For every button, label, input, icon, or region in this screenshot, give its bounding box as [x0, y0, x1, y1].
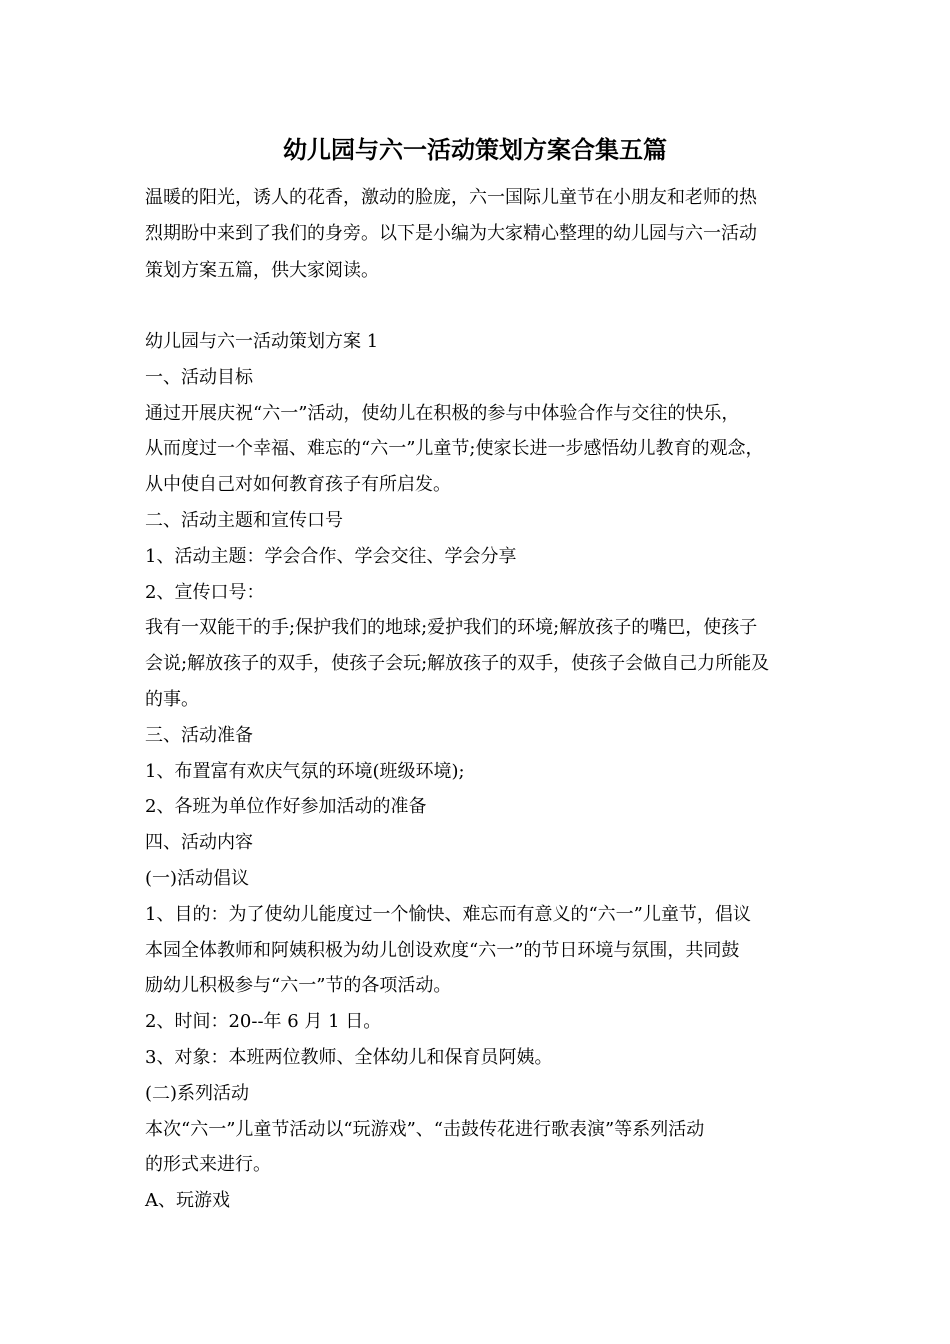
list-item: 1、活动主题：学会合作、学会交往、学会分享 — [145, 545, 517, 567]
subsection-heading: (一)活动倡议 — [145, 867, 250, 889]
list-item: A、玩游戏 — [145, 1190, 230, 1212]
paragraph-line: 的事。 — [145, 688, 199, 710]
subsection-heading: 一、活动目标 — [145, 366, 253, 388]
list-item: 2、宣传口号： — [145, 581, 265, 603]
section-heading: 幼儿园与六一活动策划方案 1 — [145, 331, 379, 352]
document-title: 幼儿园与六一活动策划方案合集五篇 — [283, 135, 667, 164]
list-item: 1、布置富有欢庆气氛的环境(班级环境); — [145, 760, 465, 782]
intro-line: 策划方案五篇，供大家阅读。 — [145, 259, 379, 281]
document-body — [145, 324, 835, 1219]
paragraph-line: 本次“六一”儿童节活动以“玩游戏”、“击鼓传花进行歌表演”等系列活动 — [145, 1118, 705, 1140]
subsection-heading: 三、活动准备 — [145, 724, 253, 746]
paragraph-line: 会说;解放孩子的双手，使孩子会玩;解放孩子的双手，使孩子会做自己力所能及 — [145, 653, 770, 675]
list-item: 3、对象：本班两位教师、全体幼儿和保育员阿姨。 — [145, 1046, 553, 1068]
paragraph-line: 本园全体教师和阿姨积极为幼儿创设欢度“六一”的节日环境与氛围，共同鼓 — [145, 939, 740, 961]
list-item: 2、各班为单位作好参加活动的准备 — [145, 796, 427, 818]
subsection-heading: 二、活动主题和宣传口号 — [145, 509, 343, 531]
subsection-heading: 四、活动内容 — [145, 832, 253, 854]
list-item: 1、目的：为了使幼儿能度过一个愉快、难忘而有意义的“六一”儿童节，倡议 — [145, 903, 751, 925]
paragraph-line: 通过开展庆祝“六一”活动，使幼儿在积极的参与中体验合作与交往的快乐， — [145, 402, 740, 424]
list-item: 2、时间：20--年 6 月 1 日。 — [145, 1011, 382, 1033]
intro-line: 烈期盼中来到了我们的身旁。以下是小编为大家精心整理的幼儿园与六一活动 — [145, 223, 757, 245]
subsection-heading: (二)系列活动 — [145, 1082, 250, 1104]
paragraph-line: 的形式来进行。 — [145, 1154, 271, 1176]
paragraph-line: 从中使自己对如何教育孩子有所启发。 — [145, 474, 451, 496]
paragraph-line: 从而度过一个幸福、难忘的“六一”儿童节;使家长进一步感悟幼儿教育的观念， — [145, 438, 764, 460]
paragraph-line: 我有一双能干的手;保护我们的地球;爱护我们的环境;解放孩子的嘴巴，使孩子 — [145, 617, 758, 639]
intro-line: 温暖的阳光，诱人的花香，激动的脸庞，六一国际儿童节在小朋友和老师的热 — [145, 187, 757, 208]
intro-paragraph — [145, 180, 825, 289]
paragraph-line: 励幼儿积极参与“六一”节的各项活动。 — [145, 975, 452, 997]
